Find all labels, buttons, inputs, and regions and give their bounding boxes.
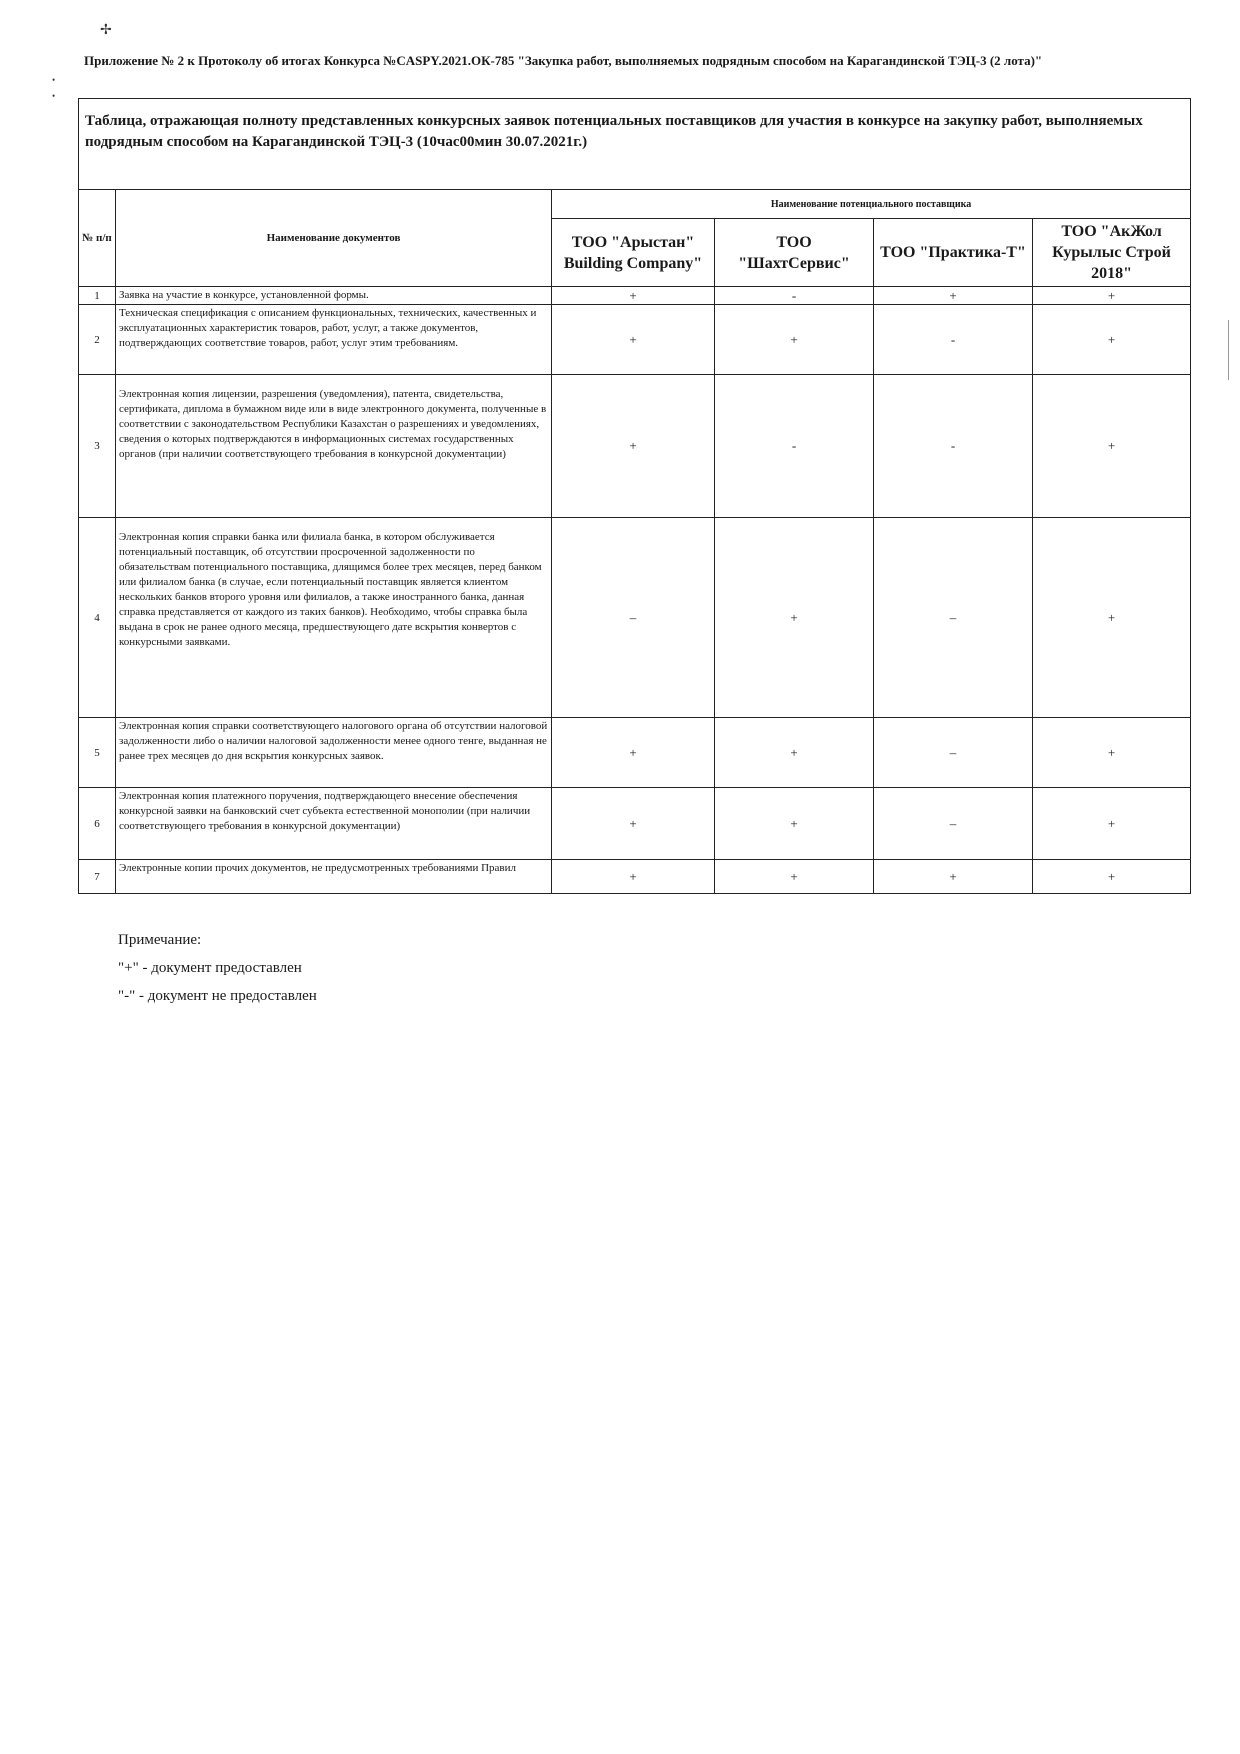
row-mark: +	[874, 860, 1033, 894]
row-mark: +	[552, 375, 715, 518]
row-mark: +	[1033, 718, 1191, 788]
row-mark: +	[552, 788, 715, 860]
header-row-1	[79, 190, 1191, 219]
table-row	[79, 518, 1191, 718]
col-number-header: № п/п	[79, 190, 116, 287]
row-mark: +	[1033, 287, 1191, 305]
row-mark: +	[1033, 788, 1191, 860]
table-row	[79, 718, 1191, 788]
row-mark: +	[1033, 860, 1191, 894]
row-document: Техническая спецификация с описанием функциональных, технических, качественных и эксплуатационных характеристик товаров, работ, услуг, а также документов, подтверждающих соответствие товаров, работ, услуг этим требованиям.	[116, 305, 552, 375]
col-documents-header: Наименование документов	[116, 190, 552, 287]
row-mark: -	[715, 375, 874, 518]
row-number: 3	[79, 375, 116, 518]
notes-section	[118, 926, 317, 1010]
scan-mark: •	[52, 75, 56, 85]
row-mark: +	[715, 718, 874, 788]
appendix-header: Приложение № 2 к Протоколу об итогах Конкурса №CASPY.2021.ОК-785 "Закупка работ, выполняемых подрядным способом на Карагандинской ТЭЦ-3 (2 лота)"	[84, 53, 1043, 68]
row-mark: -	[874, 375, 1033, 518]
row-mark: +	[715, 788, 874, 860]
row-number: 2	[79, 305, 116, 375]
supplier-header: ТОО "Практика-Т"	[874, 219, 1033, 287]
table-row	[79, 375, 1191, 518]
row-mark: +	[552, 860, 715, 894]
table-caption: Таблица, отражающая полноту представленных конкурсных заявок потенциальных поставщиков для участия в конкурсе на закупку работ, выполняемых подрядным способом на Карагандинской ТЭЦ-3 (10час00мин 30.07.2021г.)	[79, 99, 1191, 190]
scan-mark: •	[52, 91, 56, 101]
row-document: Электронная копия справки соответствующего налогового органа об отсутствии налоговой задолженности либо о наличии налоговой задолженности менее одного тенге, выданная не ранее трех месяцев до дня вскрытия конкурсных заявок.	[116, 718, 552, 788]
row-number: 5	[79, 718, 116, 788]
row-document: Электронная копия лицензии, разрешения (уведомления), патента, свидетельства, сертификата, диплома в бумажном виде или в виде электронного документа, полученные в соответствии с законодательством Республики Казахстан о разрешениях и уведомлениях, сведения о которых подтверждаются в информационных системах государственных органов (при наличии соответствующего требования в конкурсной документации)	[116, 375, 552, 518]
table-row	[79, 305, 1191, 375]
notes-title: Примечание:	[118, 932, 202, 948]
row-document: Электронная копия справки банка или филиала банка, в котором обслуживается потенциальный поставщик, об отсутствии просроченной задолженности по обязательствам потенциального поставщика, длящимся более трех месяцев, перед банком или филиалом банка (в случае, если потенциальный поставщик является клиентом нескольких банков второго уровня или филиалов, а также иностранного банка, данная справка представляется от каждого из таких банков). Необходимо, чтобы справка была выдана в срок не ранее одного месяца, предшествующего дате вскрытия конвертов с конкурсными заявками.	[116, 518, 552, 718]
row-document: Электронная копия платежного поручения, подтверждающего внесение обеспечения конкурсной заявки на банковский счет субъекта естественной монополии (при наличии соответствующего требования в конкурсной документации)	[116, 788, 552, 860]
submissions-table	[78, 98, 1191, 894]
row-mark: +	[1033, 518, 1191, 718]
row-mark: +	[874, 287, 1033, 305]
table-row	[79, 860, 1191, 894]
row-mark: –	[874, 788, 1033, 860]
row-number: 1	[79, 287, 116, 305]
row-mark: –	[874, 718, 1033, 788]
scan-edge-line	[1228, 320, 1229, 380]
supplier-header: ТОО "ШахтСервис"	[715, 219, 874, 287]
row-mark: –	[552, 518, 715, 718]
caption-row	[79, 99, 1191, 190]
row-mark: +	[715, 518, 874, 718]
row-document: Электронные копии прочих документов, не предусмотренных требованиями Правил	[116, 860, 552, 894]
row-mark: +	[715, 860, 874, 894]
row-mark: +	[1033, 305, 1191, 375]
row-mark: +	[1033, 375, 1191, 518]
row-mark: +	[715, 305, 874, 375]
note-plus: "+" - документ предоставлен	[118, 960, 302, 976]
supplier-header: ТОО "Арыстан" Building Company"	[552, 219, 715, 287]
note-minus: "-" - документ не предоставлен	[118, 988, 317, 1004]
table-row	[79, 287, 1191, 305]
row-mark: -	[874, 305, 1033, 375]
col-supplier-group-header: Наименование потенциального поставщика	[552, 190, 1191, 219]
table-row	[79, 788, 1191, 860]
row-document: Заявка на участие в конкурсе, установленной формы.	[116, 287, 552, 305]
supplier-header: ТОО "АкЖол Курылыс Строй 2018"	[1033, 219, 1191, 287]
row-mark: -	[715, 287, 874, 305]
row-number: 6	[79, 788, 116, 860]
row-mark: +	[552, 287, 715, 305]
row-number: 7	[79, 860, 116, 894]
row-mark: +	[552, 718, 715, 788]
row-number: 4	[79, 518, 116, 718]
row-mark: +	[552, 305, 715, 375]
scan-mark: ✢	[100, 23, 112, 38]
row-mark: –	[874, 518, 1033, 718]
